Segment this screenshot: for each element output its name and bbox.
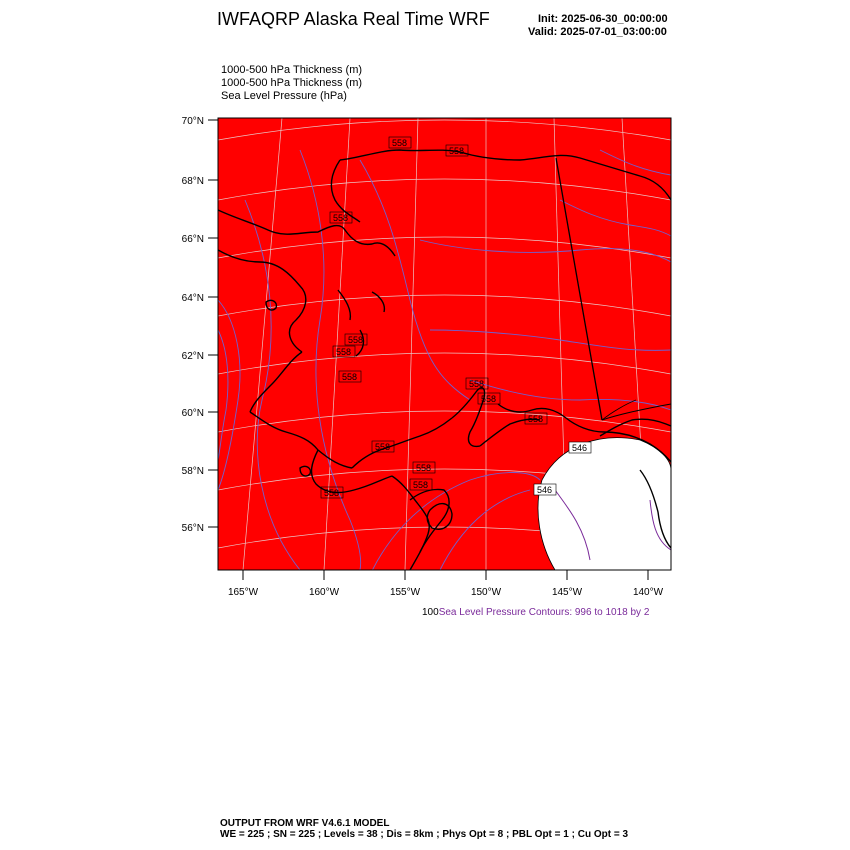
contour-info-prefix: 100	[422, 607, 439, 618]
model-info-line-2: WE = 225 ; SN = 225 ; Levels = 38 ; Dis = 8km ; Phys Opt = 8 ; PBL Opt = 1 ; Cu Opt = 3	[220, 829, 629, 840]
field-label-thickness-1: 1000-500 hPa Thickness (m)	[221, 64, 363, 76]
lat-label-68: 68°N	[181, 176, 204, 187]
lon-label-155: 155°W	[389, 587, 421, 598]
contour-info	[422, 607, 649, 618]
contour-label	[534, 484, 556, 495]
svg-text:558: 558	[342, 372, 358, 382]
svg-text:558: 558	[336, 347, 352, 357]
lat-label-64: 64°N	[181, 293, 204, 304]
svg-text:558: 558	[413, 480, 429, 490]
lat-labels	[182, 116, 204, 534]
map-title: IWFAQRP Alaska Real Time WRF	[217, 9, 490, 29]
lon-label-160: 160°W	[308, 587, 340, 598]
svg-text:558: 558	[481, 394, 497, 404]
lat-label-70: 70°N	[181, 116, 204, 127]
svg-text:558: 558	[324, 488, 340, 498]
svg-text:558: 558	[528, 414, 544, 424]
init-time: Init: 2025-06-30_00:00:00	[538, 13, 668, 25]
lon-labels	[228, 587, 664, 598]
lat-label-56: 56°N	[181, 523, 204, 534]
svg-text:558: 558	[375, 442, 391, 452]
lat-label-58: 58°N	[181, 466, 204, 477]
svg-text:558: 558	[392, 138, 408, 148]
svg-text:558: 558	[416, 463, 432, 473]
valid-time: Valid: 2025-07-01_03:00:00	[528, 26, 667, 38]
svg-text:558: 558	[333, 213, 349, 223]
svg-text:558: 558	[348, 335, 364, 345]
svg-text:558: 558	[449, 146, 465, 156]
svg-text:558: 558	[469, 379, 485, 389]
model-info-line-1: OUTPUT FROM WRF V4.6.1 MODEL	[220, 818, 390, 829]
lat-label-66: 66°N	[181, 234, 204, 245]
svg-text:546: 546	[537, 485, 553, 495]
lat-ticks	[208, 120, 218, 527]
contour-info-text: Sea Level Pressure Contours: 996 to 1018 by 2	[438, 607, 650, 618]
lat-label-62: 62°N	[181, 351, 204, 362]
svg-text:546: 546	[572, 443, 588, 453]
lat-label-60: 60°N	[181, 408, 204, 419]
lon-label-145: 145°W	[551, 587, 583, 598]
field-label-thickness-2: 1000-500 hPa Thickness (m)	[221, 77, 363, 89]
field-label-slp: Sea Level Pressure (hPa)	[221, 90, 347, 102]
lon-label-150: 150°W	[470, 587, 502, 598]
lon-label-165: 165°W	[227, 587, 259, 598]
contour-label	[569, 442, 591, 453]
lon-label-140: 140°W	[632, 587, 664, 598]
lon-ticks	[243, 570, 648, 580]
